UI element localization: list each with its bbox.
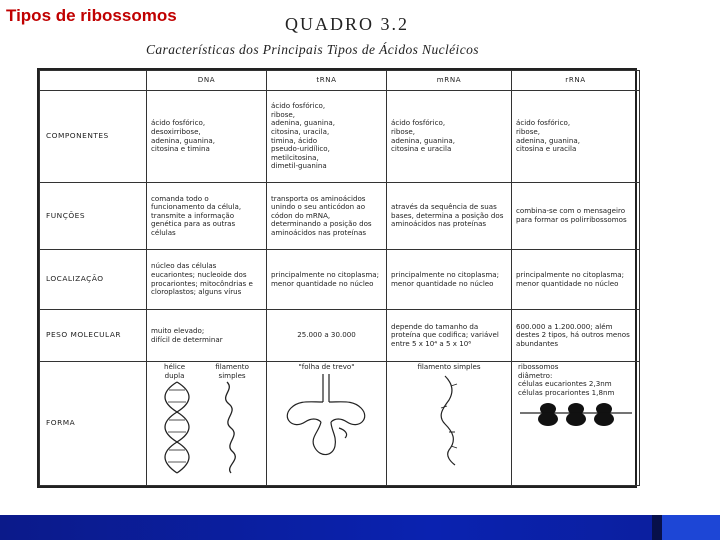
table-cell: principalmente no citoplasma; menor quantidade no núcleo xyxy=(387,250,512,310)
row-label: FORMA xyxy=(40,362,147,486)
table-cell: transporta os aminoácidos unindo o seu anticódon ao códon do mRNA, determinando a posição dos aminoácidos nas proteínas xyxy=(267,183,387,250)
mrna-shape-caption: filamento simples xyxy=(417,362,481,371)
slide-title: Tipos de ribossomos xyxy=(6,6,177,25)
rrna-shape-cell xyxy=(512,362,640,486)
table-cell: principalmente no citoplasma; menor quantidade no núcleo xyxy=(267,250,387,310)
quadro-subtitle: Características dos Principais Tipos de Ácidos Nucléicos xyxy=(146,42,479,57)
mrna-shape-cell xyxy=(387,362,512,486)
table-row-componentes xyxy=(40,91,640,183)
table-row-forma xyxy=(40,362,640,486)
header-row xyxy=(40,71,640,91)
row-label: COMPONENTES xyxy=(40,91,147,183)
column-header-dna: DNA xyxy=(147,71,267,91)
trna-shape-caption: "folha de trevo" xyxy=(298,362,355,371)
table-cell: combina-se com o mensageiro para formar os polirribossomos xyxy=(512,183,640,250)
trna-cloverleaf-drawing xyxy=(269,372,383,467)
table-cell: núcleo das células eucariontes; nucleoide dos procariontes; mitocôndrias e cloroplastos; alguns vírus xyxy=(147,250,267,310)
trna-shape-cell xyxy=(267,362,387,486)
dna-helix-drawing xyxy=(149,380,263,475)
mrna-strand-drawing xyxy=(389,372,509,467)
footer-bar xyxy=(0,515,720,540)
table-cell: 25.000 a 30.000 xyxy=(267,310,387,362)
dna-shape-cell xyxy=(147,362,267,486)
table-cell: ácido fosfórico, desoxirribose, adenina, guanina, citosina e timina xyxy=(147,91,267,183)
table-cell: ácido fosfórico, ribose, adenina, guanina, citosina e uracila xyxy=(512,91,640,183)
table-cell: muito elevado; difícil de determinar xyxy=(147,310,267,362)
footer-divider xyxy=(652,515,662,540)
nucleic-acids-table xyxy=(37,68,637,488)
table-row-funcoes xyxy=(40,183,640,250)
characteristics-table xyxy=(39,70,640,486)
header-corner xyxy=(40,71,147,91)
table-cell: comanda todo o funcionamento da célula, transmite a informação genética para as outras células xyxy=(147,183,267,250)
ribosome-drawing xyxy=(514,397,638,447)
dna-double-helix-caption: hélice dupla xyxy=(164,362,186,380)
table-row-peso-molecular xyxy=(40,310,640,362)
table-cell: através da sequência de suas bases, determina a posição dos aminoácidos nas proteínas xyxy=(387,183,512,250)
table-row-localizacao xyxy=(40,250,640,310)
column-header-trna: tRNA xyxy=(267,71,387,91)
table-cell: principalmente no citoplasma; menor quantidade no núcleo xyxy=(512,250,640,310)
column-header-mrna: mRNA xyxy=(387,71,512,91)
rrna-shape-caption: ribossomos diâmetro: células eucariontes 2,3nm células procariontes 1,8nm xyxy=(518,362,615,397)
row-label: FUNÇÕES xyxy=(40,183,147,250)
column-header-rrna: rRNA xyxy=(512,71,640,91)
table-cell: 600.000 a 1.200.000; além destes 2 tipos, há outros menos abundantes xyxy=(512,310,640,362)
quadro-title: QUADRO 3.2 xyxy=(285,14,410,34)
row-label: LOCALIZAÇÃO xyxy=(40,250,147,310)
footer-accent xyxy=(662,515,720,540)
table-cell: depende do tamanho da proteína que codifica; variável entre 5 x 10⁴ a 5 x 10⁶ xyxy=(387,310,512,362)
dna-single-strand-caption: filamento simples xyxy=(215,362,249,380)
table-cell: ácido fosfórico, ribose, adenina, guanina, citosina, uracila, timina, ácido pseudo-uridílico, metilcitosina, dimetil-guanina xyxy=(267,91,387,183)
table-cell: ácido fosfórico, ribose, adenina, guanina, citosina e uracila xyxy=(387,91,512,183)
row-label: PESO MOLECULAR xyxy=(40,310,147,362)
